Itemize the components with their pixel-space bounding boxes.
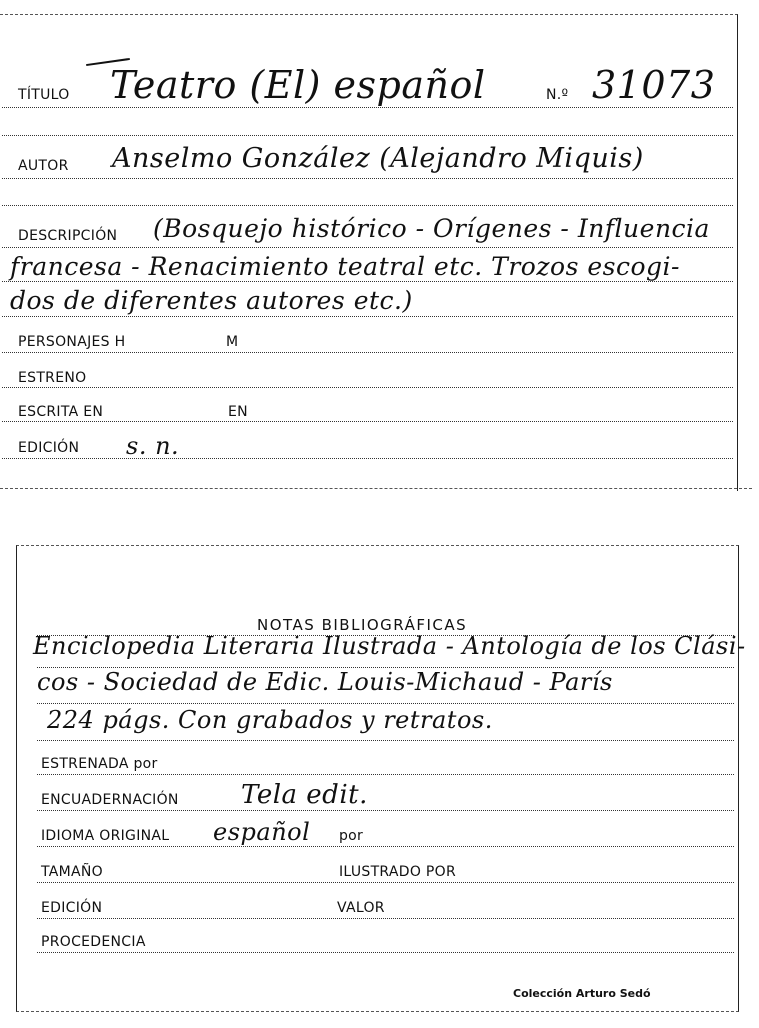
notas-line-3: 224 págs. Con grabados y retratos.: [47, 706, 493, 734]
personajes-m-label: M: [226, 334, 239, 350]
escrita-rule: [2, 421, 733, 422]
catalog-card-back: [16, 545, 746, 1012]
tamano-rule: [37, 882, 734, 883]
spacer-rule-2: [2, 205, 733, 206]
descripcion-rule-1: [2, 247, 733, 248]
estrenada-label: ESTRENADA por: [41, 756, 158, 772]
idioma-rule: [37, 846, 734, 847]
escrita-label: ESCRITA EN: [18, 404, 104, 420]
titulo-value: Teatro (El) español: [110, 63, 486, 107]
descripcion-rule-2: [2, 281, 733, 282]
notas-rule-2: [37, 703, 734, 704]
idioma-por-label: por: [339, 828, 364, 844]
edicion-rule: [2, 458, 733, 459]
edicion-value: s. n.: [126, 432, 180, 460]
estrenada-rule: [37, 774, 734, 775]
procedencia-rule: [37, 952, 734, 953]
encuadernacion-label: ENCUADERNACIÓN: [41, 792, 179, 808]
descripcion-line-1: (Bosquejo histórico - Orígenes - Influencia: [153, 214, 710, 243]
edicion-label: EDICIÓN: [18, 440, 80, 456]
notas-line-1: Enciclopedia Literaria Ilustrada - Antología de los Clási-: [33, 632, 746, 660]
notas-rule-3: [37, 740, 734, 741]
numero-label: N.º: [546, 87, 569, 103]
edicion-back-label: EDICIÓN: [41, 900, 103, 916]
catalog-card-front: [0, 14, 738, 491]
procedencia-label: PROCEDENCIA: [41, 934, 146, 950]
descripcion-rule-3: [2, 316, 733, 317]
personajes-label: PERSONAJES H: [18, 334, 126, 350]
descripcion-line-2: francesa - Renacimiento teatral etc. Trozos escogi-: [10, 252, 680, 281]
encuadernacion-value: Tela edit.: [241, 780, 368, 810]
titulo-label: TÍTULO: [18, 87, 70, 103]
autor-label: AUTOR: [18, 158, 69, 174]
notas-header: NOTAS BIBLIOGRÁFICAS: [257, 616, 468, 634]
edicion-back-rule: [37, 918, 734, 919]
autor-value: Anselmo González (Alejandro Miquis): [112, 143, 644, 174]
descripcion-label: DESCRIPCIÓN: [18, 228, 118, 244]
spacer-rule: [2, 135, 733, 136]
escrita-en-label: EN: [228, 404, 248, 420]
estreno-label: ESTRENO: [18, 370, 87, 386]
notas-line-2: cos - Sociedad de Edic. Louis-Michaud - París: [37, 668, 613, 696]
valor-label: VALOR: [337, 900, 385, 916]
collection-footer: Colección Arturo Sedó: [513, 987, 651, 1000]
ilustrado-label: ILUSTRADO POR: [339, 864, 456, 880]
encuadernacion-rule: [37, 810, 734, 811]
front-card-bottom-edge: [0, 488, 752, 489]
numero-value: 31073: [592, 63, 716, 107]
tamano-label: TAMAÑO: [41, 864, 103, 880]
autor-rule: [2, 178, 733, 179]
descripcion-line-3: dos de diferentes autores etc.): [10, 286, 413, 315]
personajes-rule: [2, 352, 733, 353]
titulo-rule: [2, 107, 733, 108]
idioma-label: IDIOMA ORIGINAL: [41, 828, 170, 844]
idioma-value: español: [213, 818, 311, 846]
estreno-rule: [2, 387, 733, 388]
